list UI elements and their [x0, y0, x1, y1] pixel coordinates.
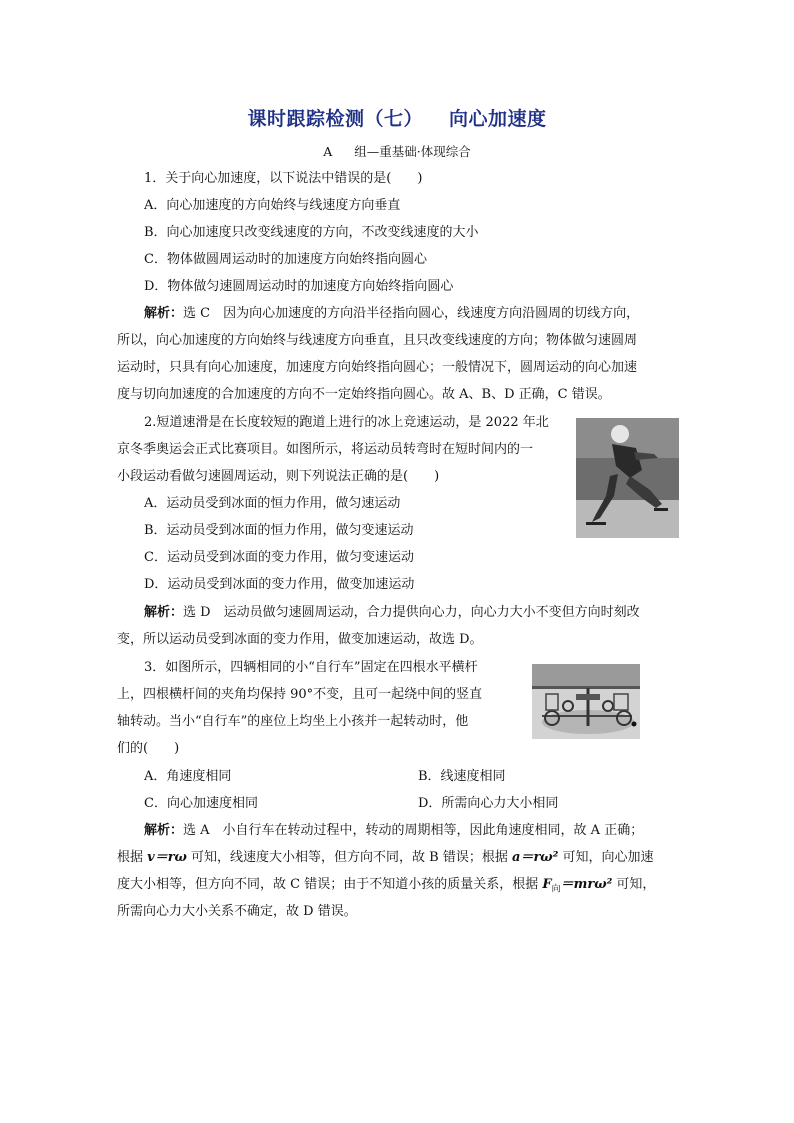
q3-analysis-label: 解析：: [144, 823, 184, 838]
group-name: 组—重基础·体现综合: [354, 144, 471, 159]
q1-analysis-label: 解析：: [144, 306, 184, 321]
q1-option-c: C．物体做圆周运动时的加速度方向始终指向圆心: [144, 252, 427, 267]
q3-analysis-line-1: 解析：选 A 小自行车在转动过程中，转动的周期相等，因此角速度相同，故 A 正确；: [144, 823, 644, 838]
q2-option-c: C．运动员受到冰面的变力作用，做匀变速运动: [144, 550, 414, 565]
q1-option-a: A．向心加速度的方向始终与线速度方向垂直: [144, 198, 401, 213]
q3-analysis-line-4: 所需向心力大小关系不确定，故 D 错误。: [117, 904, 357, 919]
q3-option-c: C．向心加速度相同: [144, 796, 258, 811]
q2-option-a: A．运动员受到冰面的恒力作用，做匀速运动: [144, 496, 401, 511]
q3-stem-line-3: 轴转动。当小“自行车”的座位上均坐上小孩并一起转动时，他: [117, 714, 469, 729]
group-letter: A: [323, 144, 333, 159]
q1-analysis-line-1: 解析：选 C 因为向心加速度的方向沿半径指向圆心，线速度方向沿圆周的切线方向，: [144, 306, 640, 321]
q2-stem-line-1: 2.短道速滑是在长度较短的跑道上进行的冰上竞速运动，是 2022 年北: [144, 415, 549, 430]
q1-analysis-line-2: 所以，向心加速度的方向始终与线速度方向垂直，且只改变线速度的方向；物体做匀速圆周: [117, 333, 638, 348]
q2-stem-line-3: 小段运动看做匀速圆周运动，则下列说法正确的是( ): [117, 469, 440, 484]
q2-option-b: B．运动员受到冰面的恒力作用，做匀变速运动: [144, 523, 414, 538]
title-right: 向心加速度: [449, 108, 547, 130]
q3-option-b: B．线速度相同: [418, 769, 506, 784]
q3-stem-line-4: 们的( ): [117, 741, 180, 756]
page-title: [0, 104, 794, 131]
q2-analysis-line-1: 解析：选 D 运动员做匀速圆周运动，合力提供向心力，向心力大小不变但方向时刻改: [144, 605, 640, 620]
speed-skater-image: [576, 418, 679, 538]
q3-analysis-line-2: 根据 v＝rω 可知，线速度大小相等，但方向不同，故 B 错误；根据 a＝rω² 可知，向心加速: [117, 850, 654, 865]
q2-analysis-line-2: 变，所以运动员受到冰面的变力作用，做变加速运动，故选 D。: [117, 632, 483, 647]
q1-option-b: B．向心加速度只改变线速度的方向，不改变线速度的大小: [144, 225, 479, 240]
rotating-bicycles-photo: [532, 664, 640, 739]
q2-option-d: D．运动员受到冰面的变力作用，做变加速运动: [144, 577, 415, 592]
q1-analysis-line-3: 运动时，只具有向心加速度，加速度方向始终指向圆心；一般情况下，圆周运动的向心加速: [117, 360, 638, 375]
q3-stem-line-1: 3．如图所示，四辆相同的小“自行车”固定在四根水平横杆: [144, 660, 478, 675]
q1-option-d: D．物体做匀速圆周运动时的加速度方向始终指向圆心: [144, 279, 454, 294]
q2-stem-line-2: 京冬季奥运会正式比赛项目。如图所示，将运动员转弯时在短时间内的一: [117, 442, 534, 457]
q3-analysis-line-3: 度大小相等，但方向不同，故 C 错误；由于不知道小孩的质量关系，根据 $F_向=mr\omega^2$ 可知，: [117, 877, 656, 895]
q1-stem: 1．关于向心加速度，以下说法中错误的是( ): [144, 171, 423, 186]
formula-a: a＝rω²: [512, 850, 559, 865]
formula-f: F: [542, 877, 552, 892]
speed-skater-photo: [576, 418, 679, 538]
group-heading: [0, 142, 794, 160]
title-left: 课时跟踪检测（七）: [247, 108, 423, 130]
q3-option-a: A．角速度相同: [144, 769, 232, 784]
q3-option-d: D．所需向心力大小相同: [418, 796, 559, 811]
formula-f-rhs: ＝mrω²: [560, 877, 613, 892]
q3-stem-line-2: 上，四根横杆间的夹角均保持 90°不变，且可一起绕中间的竖直: [117, 687, 483, 702]
rotating-bicycles-image: [532, 664, 640, 739]
q1-analysis-line-4: 度与切向加速度的合加速度的方向不一定始终指向圆心。故 A、B、D 正确，C 错误。: [117, 387, 611, 402]
formula-v: v＝rω: [147, 850, 187, 865]
q2-analysis-label: 解析：: [144, 605, 184, 620]
